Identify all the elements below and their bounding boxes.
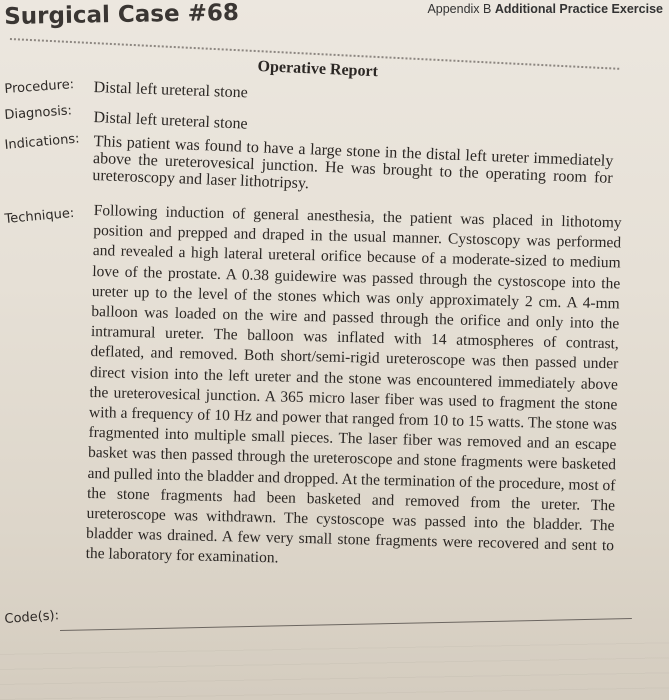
codes-label: Code(s): bbox=[4, 608, 60, 627]
procedure-value: Distal left ureteral stone bbox=[93, 78, 249, 102]
technique-text: Following induction of general anesthesia, the patient was placed in lithotomy position and prepped and draped in the usual manner. Cystoscopy was performed and revealed a high lateral ureteral orifice because of a moderate-sized to medium love of the prostate. A 0.38 guidewire was passed through the cystoscope into the ureter up to the level of the stones which was only approximately 2 cm. A 4-mm balloon was loaded on the wire and passed through the orifice and only into the intramural ureter. The balloon was inflated with 14 atmospheres of contrast, deflated, and removed. Both short/semi-rigid ureteroscope was then passed under direct vision into the left ureter and the stone was encountered immediately above the ureterovesical junction. A 365 micro laser fiber was used to fragment the stone with a frequency of 10 Hz and power that ranged from 10 to 15 watts. The stone was fragmented into multiple small pieces. The laser fiber was removed and an escape basket was then passed through the ureteroscope and stone fragments were basketed and pulled into the bladder and dropped. At the termination of the procedure, most of the stone fragments had been basketed and removed from the ureter. The ureteroscope was withdrawn. The cystoscope was passed into the bladder. The bladder was drained. A few very small stone fragments were recovered and sent to the laboratory for examination. bbox=[85, 201, 622, 567]
technique-label: Technique: bbox=[4, 205, 75, 227]
codes-answer-line bbox=[60, 618, 632, 631]
procedure-label: Procedure: bbox=[4, 77, 75, 97]
appendix-prefix: Appendix B bbox=[427, 2, 492, 16]
indications-text: This patient was found to have a large stone in the distal left ureter immediately above the ureterovesical junction. He was brought to the operating room for ureteroscopy and laser lithotripsy. bbox=[92, 133, 614, 193]
appendix-header bbox=[427, 2, 663, 16]
bleed-through-lines bbox=[0, 640, 669, 700]
report-title: Operative Report bbox=[257, 58, 379, 81]
appendix-title: Additional Practice Exercise bbox=[494, 2, 663, 16]
indications-label: Indications: bbox=[4, 131, 81, 153]
diagnosis-label: Diagnosis: bbox=[4, 103, 73, 123]
diagnosis-value: Distal left ureteral stone bbox=[93, 108, 248, 133]
case-title: Surgical Case #68 bbox=[4, 0, 240, 30]
